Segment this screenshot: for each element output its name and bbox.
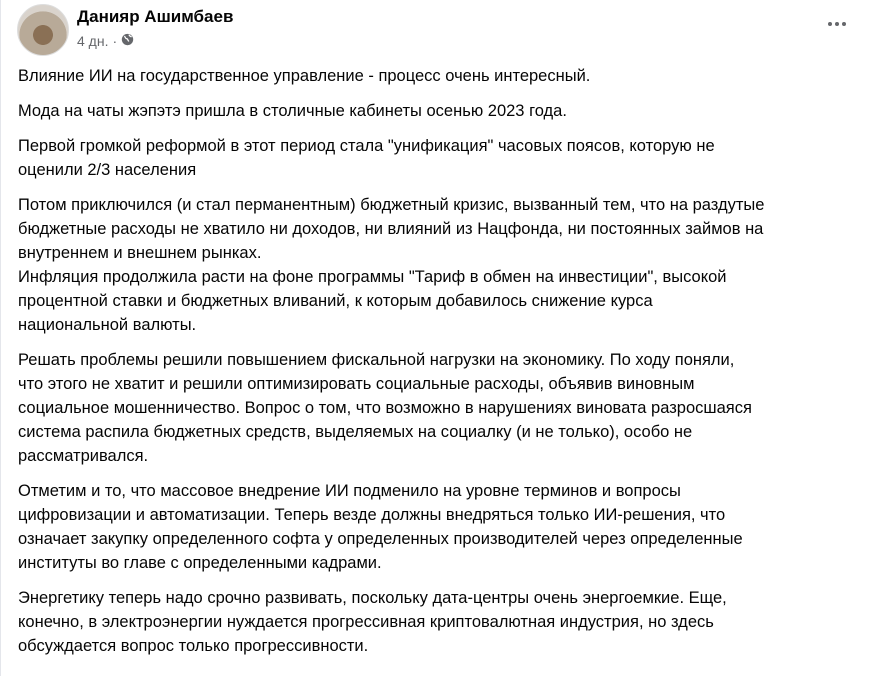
text-line: социальное мошенничество. Вопрос о том, что возможно в нарушениях виновата разросшаяся [18,399,752,417]
text-line: Инфляция продолжила расти на фоне программы "Тариф в обмен на инвестиции", высокой [18,268,727,286]
post-paragraph [18,479,859,575]
text-line: что этого не хватит и решили оптимизировать социальные расходы, объявив виновным [18,375,695,393]
author-name[interactable]: Данияр Ашимбаев [77,7,234,26]
meta-separator: · [112,33,118,49]
post-meta [77,33,134,49]
text-line: национальной валюты. [18,316,197,334]
post-time[interactable]: 4 дн. [77,33,109,49]
post-paragraph [18,134,859,182]
post-paragraph [18,586,859,658]
text-line: Решать проблемы решили повышением фискальной нагрузки на экономику. По ходу поняли, [18,351,735,369]
post-paragraph [18,64,859,88]
text-line: институты во главе с определенными кадрами. [18,554,382,572]
text-line: Потом приключился (и стал перманентным) бюджетный кризис, вызванный тем, что на раздутые [18,196,765,214]
text-line: Влияние ИИ на государственное управление - процесс очень интересный. [18,67,591,85]
text-line: Отметим и то, что массовое внедрение ИИ подменило на уровне терминов и вопросы [18,482,681,500]
text-line: процентной ставки и бюджетных вливаний, к которым добавилось снижение курса [18,292,653,310]
post-paragraph [18,193,859,337]
text-line: внутреннем и внешнем рынках. [18,244,262,262]
text-line: Первой громкой реформой в этот период стала "унификация" часовых поясов, которую не [18,137,715,155]
more-horizontal-icon[interactable] [825,12,849,36]
text-line: оценили 2/3 населения [18,161,197,179]
avatar[interactable] [17,4,69,56]
text-line: обсуждается вопрос только прогрессивности. [18,637,369,655]
text-line: бюджетные расходы не хватило ни доходов, ни влияний из Нацфонда, ни постоянных займов на [18,220,764,238]
post-header [1,0,871,64]
post-text [1,64,871,658]
text-line: Мода на чаты жэпэтэ пришла в столичные кабинеты осенью 2023 года. [18,102,567,120]
text-line: цифровизации и автоматизации. Теперь везде должны внедряться только ИИ-решения, что [18,506,726,524]
text-line: означает закупку определенного софта у определенных производителей через определенные [18,530,743,548]
text-line: конечно, в электроэнергии нуждается прогрессивная криптовалютная индустрия, но здесь [18,613,714,631]
text-line: Энергетику теперь надо срочно развивать, поскольку дата-центры очень энергоемкие. Еще, [18,589,727,607]
post-paragraph [18,348,859,468]
text-line: рассматривался. [18,447,149,465]
globe-icon [121,33,134,49]
text-line: система распила бюджетных средств, выделяемых на социалку (и не только), особо не [18,423,693,441]
post-paragraph [18,99,859,123]
